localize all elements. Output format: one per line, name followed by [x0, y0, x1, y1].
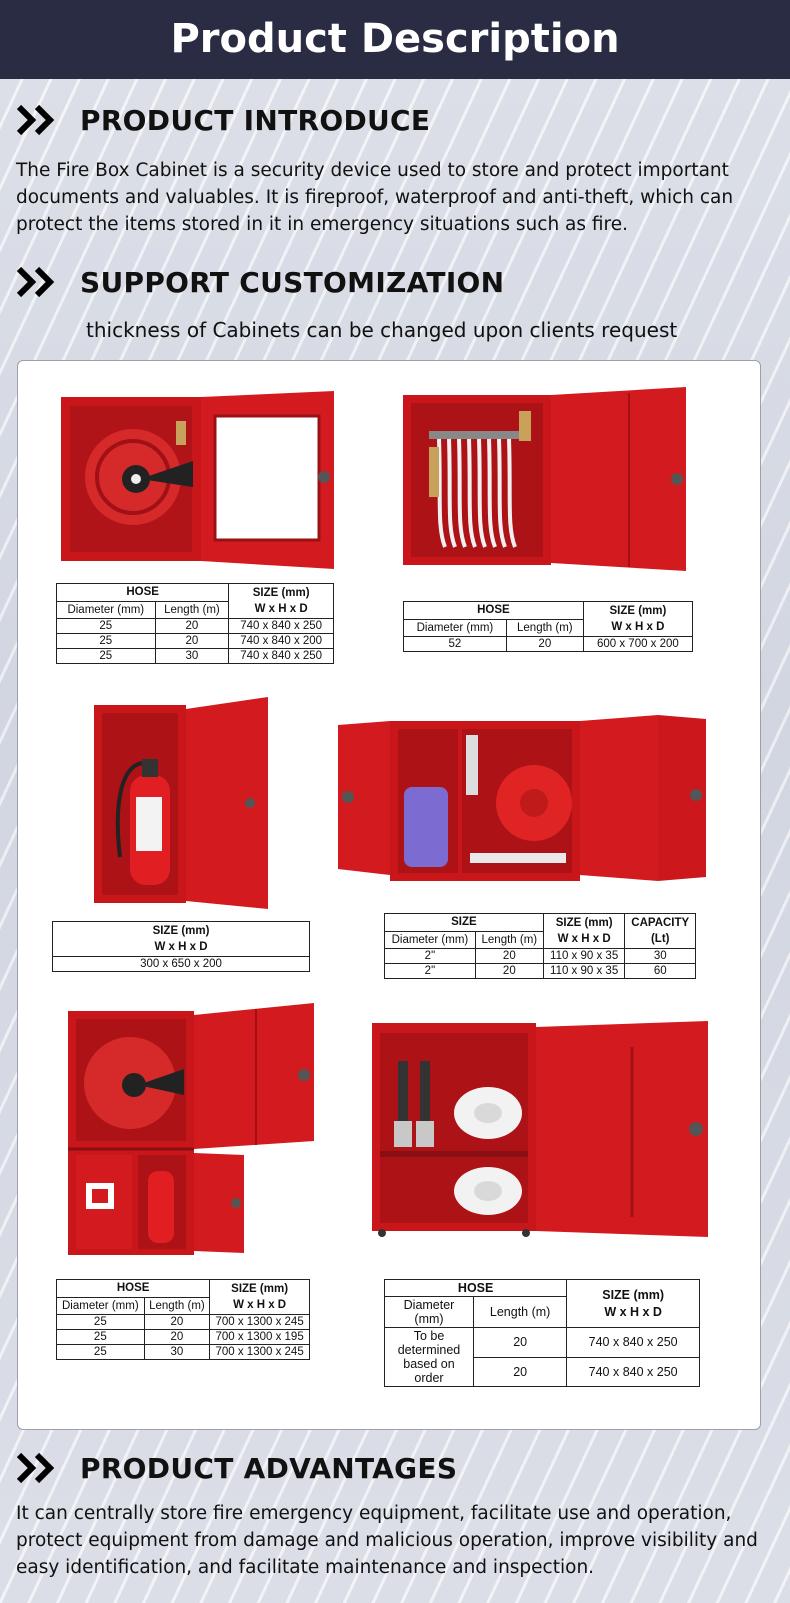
table-cell	[625, 914, 696, 949]
table-header: HOSE	[57, 1280, 210, 1298]
table-row	[57, 1345, 310, 1360]
table-header: W x H x D	[254, 603, 308, 615]
spec-table	[384, 1279, 700, 1387]
table-cell	[583, 602, 692, 637]
table-row	[404, 637, 693, 652]
section-advantages-header	[16, 1448, 457, 1488]
table-row	[57, 649, 334, 664]
page-banner	[0, 0, 790, 79]
freestanding-hose-nozzle-cabinet-image	[370, 1021, 712, 1241]
table-header: HOSE	[385, 1280, 567, 1297]
table-header: SIZE (mm)	[231, 1283, 289, 1295]
table-cell: 600 x 700 x 200	[583, 637, 692, 652]
table-cell: 740 x 840 x 250	[229, 649, 334, 664]
table-cell: 740 x 840 x 250	[567, 1357, 700, 1387]
double-chevron-icon	[16, 266, 58, 298]
table-cell: 25	[57, 634, 156, 649]
extinguisher-cabinet-image	[90, 697, 270, 909]
double-chevron-icon	[16, 104, 58, 136]
table-header: W x H x D	[233, 1299, 287, 1311]
table-header: W x H x D	[154, 941, 208, 953]
spec-table	[52, 921, 310, 972]
table-header: W x H x D	[611, 621, 665, 633]
table-cell: 30	[155, 649, 229, 664]
table-header: SIZE	[385, 914, 544, 932]
table-cell: 20	[475, 964, 543, 979]
table-row	[53, 957, 310, 972]
product-gallery-panel	[17, 360, 761, 1430]
advantages-text: It can centrally store fire emergency equipment, facilitate use and operation, protect equipment from damage and malicious operation, improve visibility and easy identification, and facilitate maintenance and inspection.	[16, 1503, 758, 1578]
table-cell: 20	[474, 1357, 567, 1387]
introduce-text: The Fire Box Cabinet is a security device used to store and protect important documents and valuables. It is fireproof, waterproof and anti-theft, which can protect the items stored in it in emergency situations such as fire.	[16, 160, 734, 235]
table-header: Length (m)	[506, 619, 583, 637]
table-header: Diameter (mm)	[385, 931, 476, 949]
page-title: Product Description	[170, 16, 620, 62]
table-cell: 20	[144, 1315, 210, 1330]
table-cell: 20	[144, 1330, 210, 1345]
table-cell: 110 x 90 x 35	[543, 964, 625, 979]
table-header: SIZE (mm)	[555, 917, 613, 929]
table-cell: 52	[404, 637, 507, 652]
table-header: SIZE (mm)	[602, 1287, 665, 1302]
table-cell: 25	[57, 1330, 145, 1345]
table-header: HOSE	[57, 584, 229, 602]
flat-hose-rack-cabinet-image	[401, 387, 696, 573]
table-header: Length (m)	[475, 931, 543, 949]
double-chevron-icon	[16, 1452, 58, 1484]
double-door-foam-hose-cabinet-image	[338, 715, 708, 885]
table-cell: 700 x 1300 x 195	[210, 1330, 310, 1345]
table-cell: 25	[57, 619, 156, 634]
table-cell: 740 x 840 x 250	[567, 1328, 700, 1358]
table-cell: 30	[625, 949, 696, 964]
table-cell: 700 x 1300 x 245	[210, 1345, 310, 1360]
table-cell: 20	[475, 949, 543, 964]
spec-table	[56, 583, 334, 664]
table-cell: 20	[155, 619, 229, 634]
customization-text: thickness of Cabinets can be changed upon clients request	[86, 318, 678, 342]
table-cell: 110 x 90 x 35	[543, 949, 625, 964]
table-cell: 740 x 840 x 250	[229, 619, 334, 634]
spec-table	[56, 1279, 310, 1360]
table-header: Length (m)	[155, 601, 229, 619]
table-cell	[543, 914, 625, 949]
table-cell: 2"	[385, 949, 476, 964]
table-cell: 60	[625, 964, 696, 979]
table-cell: 25	[57, 1315, 145, 1330]
table-cell	[385, 914, 696, 932]
table-cell: 20	[474, 1328, 567, 1358]
table-row	[385, 949, 696, 964]
table-cell: 30	[144, 1345, 210, 1360]
table-cell	[567, 1280, 700, 1328]
table-cell	[404, 602, 693, 620]
table-header: CAPACITY	[631, 917, 690, 929]
table-header: SIZE (mm)	[252, 587, 310, 599]
table-cell	[53, 922, 310, 957]
table-header: (Lt)	[650, 933, 670, 945]
table-cell	[385, 1280, 700, 1297]
table-header: Diameter (mm)	[57, 1297, 145, 1315]
table-header: W x H x D	[604, 1304, 662, 1319]
table-header: Length (m)	[144, 1297, 210, 1315]
table-row	[57, 619, 334, 634]
section-customization-header	[16, 262, 504, 302]
table-cell	[53, 922, 310, 957]
table-cell: 20	[506, 637, 583, 652]
table-cell: 700 x 1300 x 245	[210, 1315, 310, 1330]
table-cell: 20	[155, 634, 229, 649]
table-header: Diameter (mm)	[404, 619, 507, 637]
table-cell: 300 x 650 x 200	[53, 957, 310, 972]
table-row	[57, 634, 334, 649]
table-header: SIZE (mm)	[152, 925, 210, 937]
table-cell: To be determined based on order	[385, 1328, 474, 1387]
table-cell: 740 x 840 x 200	[229, 634, 334, 649]
table-row	[57, 1330, 310, 1345]
table-header: W x H x D	[557, 933, 611, 945]
table-cell	[210, 1280, 310, 1315]
table-header: Diameter (mm)	[57, 601, 156, 619]
spec-table	[403, 601, 693, 652]
hose-reel-extinguisher-combo-cabinet-image	[66, 1003, 316, 1259]
table-row	[57, 1315, 310, 1330]
table-row	[385, 1328, 700, 1358]
table-cell: 25	[57, 649, 156, 664]
table-cell	[229, 584, 334, 619]
section-title: PRODUCT INTRODUCE	[80, 103, 431, 137]
section-title: PRODUCT ADVANTAGES	[80, 1451, 458, 1485]
table-cell: 2"	[385, 964, 476, 979]
table-cell	[57, 584, 334, 602]
table-row	[385, 964, 696, 979]
table-header: HOSE	[404, 602, 584, 620]
table-header: Diameter (mm)	[385, 1297, 474, 1328]
hose-reel-cabinet-image	[58, 391, 348, 569]
section-title: SUPPORT CUSTOMIZATION	[80, 265, 505, 299]
table-header: Length (m)	[474, 1297, 567, 1328]
section-introduce-header	[16, 100, 430, 140]
table-cell	[57, 1280, 310, 1298]
table-cell: 25	[57, 1345, 145, 1360]
spec-table	[384, 913, 696, 979]
table-header: SIZE (mm)	[609, 605, 667, 617]
